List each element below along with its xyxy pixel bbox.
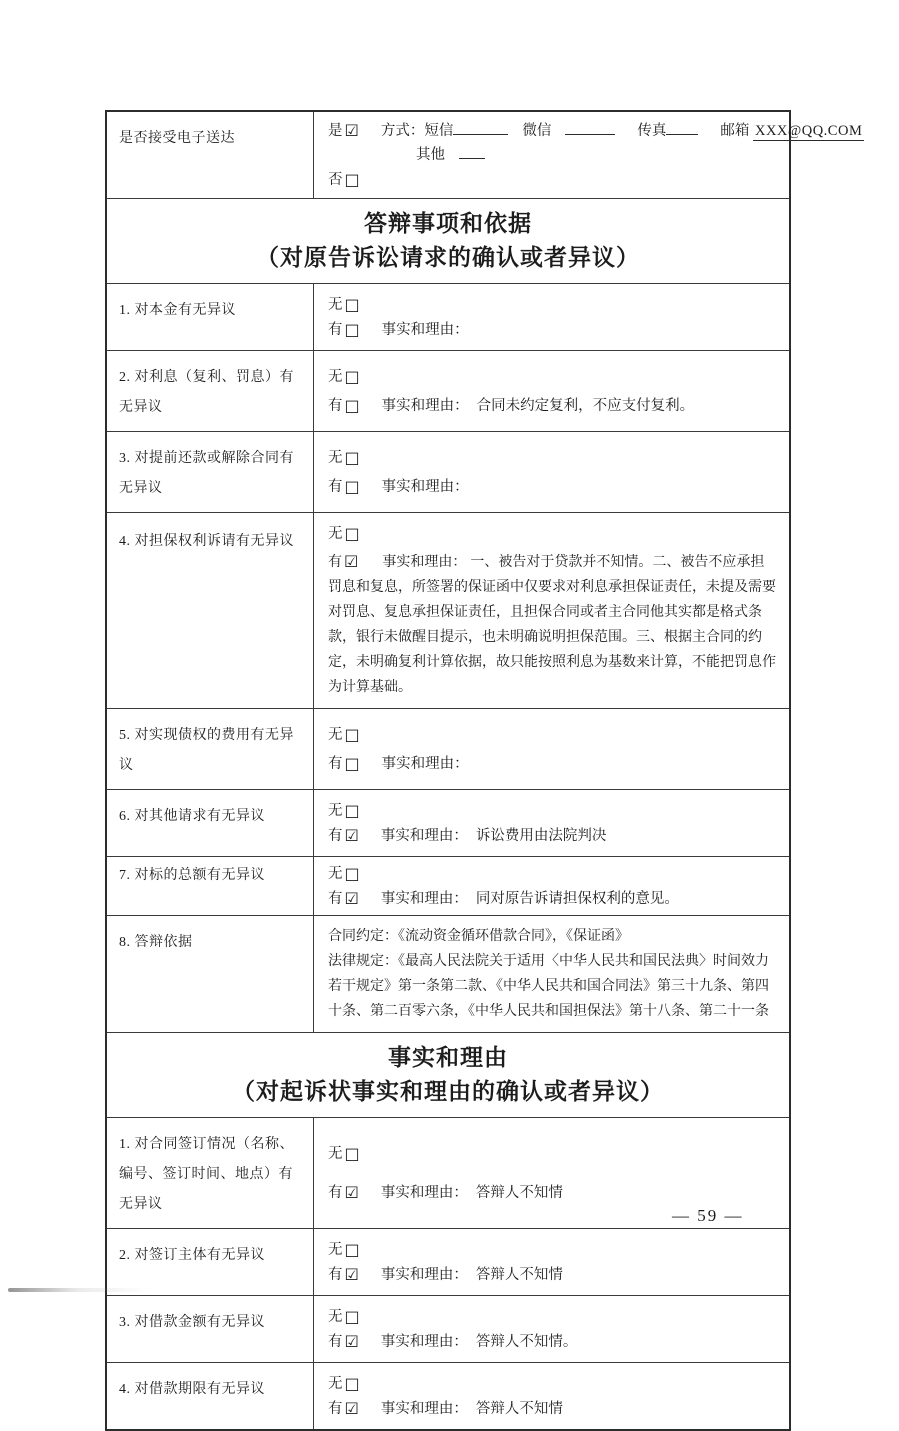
- reason-label: 事实和理由：: [380, 828, 468, 844]
- checkbox-unchecked-icon: □: [344, 170, 360, 189]
- reason-label: 事实和理由：: [380, 1267, 468, 1283]
- table-row-guarantee-rights: [107, 512, 789, 708]
- reason-label: 事实和理由：: [380, 891, 468, 907]
- row-label: 4. 对借款期限有无异议: [107, 1363, 314, 1429]
- answer-form-table: [105, 110, 863, 1431]
- has-objection-label: 有: [328, 756, 343, 773]
- section2-subtitle: （对起诉状事实和理由的确认或者异议）: [232, 1079, 664, 1104]
- has-objection-label: 有: [328, 479, 343, 496]
- email-value: XXX@QQ.COM: [754, 123, 863, 139]
- checkbox-checked-icon: ☑: [344, 1399, 359, 1418]
- no-objection-label: 无: [328, 449, 343, 466]
- checkbox-checked-icon: ☑: [344, 1183, 359, 1203]
- fax-blank-underline: [666, 121, 698, 135]
- reason-label: 事实和理由：: [380, 1185, 468, 1202]
- checkbox-checked-icon: ☑: [344, 826, 359, 845]
- reason-text: 诉讼费用由法院判决: [475, 828, 607, 844]
- checkbox-unchecked-icon: □: [344, 864, 360, 883]
- no-objection-label: 无: [328, 526, 343, 542]
- has-objection-label: 有: [328, 1267, 343, 1283]
- checkbox-checked-icon: ☑: [344, 1332, 359, 1351]
- table-row-principal: [107, 283, 789, 350]
- email-label: 邮箱: [720, 123, 750, 139]
- reason-label: 事实和理由：: [381, 398, 469, 415]
- no-objection-label: 无: [328, 1376, 343, 1392]
- reason-label: 事实和理由：: [381, 756, 469, 773]
- table-row-electronic-service: [107, 112, 863, 198]
- checkbox-unchecked-icon: □: [344, 1307, 360, 1326]
- no-objection-label: 无: [328, 866, 343, 882]
- has-objection-label: 有: [328, 891, 343, 907]
- fax-label: 传真: [637, 123, 667, 139]
- checkbox-unchecked-icon: □: [344, 1240, 360, 1259]
- checkbox-checked-icon: ☑: [344, 121, 359, 140]
- row-label: 2. 对利息（复利、罚息）有无异议: [107, 351, 314, 431]
- no-objection-label: 无: [328, 1242, 343, 1258]
- checkbox-unchecked-icon: □: [344, 366, 360, 386]
- checkbox-unchecked-icon: □: [344, 1143, 360, 1163]
- reason-text: 答辩人不知情: [475, 1185, 563, 1202]
- page-number: — 59 —: [672, 1206, 744, 1225]
- section1-subtitle: （对原告诉讼请求的确认或者异议）: [256, 245, 640, 270]
- table-row-signing-parties: [107, 1228, 789, 1295]
- has-objection-label: 有: [328, 555, 342, 570]
- no-objection-label: 无: [328, 297, 343, 313]
- row-label: 6. 对其他请求有无异议: [107, 790, 314, 856]
- reason-text: 一、被告对于贷款并不知情。二、被告不应承担罚息和复息，所签署的保证函中仅要求对利息承担保证责任，未提及需要对罚息、复息承担保证责任，且担保合同或者主合同他其实都是格式条款，银行未做醒目提示，也未明确说明担保范围。三、根据主合同的约定，未明确复利计算依据，故只能按照利息为基数来计算，不能把罚息作为计算基础。: [328, 555, 776, 695]
- no-objection-label: 无: [328, 1145, 343, 1162]
- reason-label: 事实和理由：: [381, 479, 469, 496]
- no-objection-label: 无: [328, 803, 343, 819]
- no-objection-label: 无: [328, 1309, 343, 1325]
- other-label: 其他: [416, 147, 445, 163]
- checkbox-unchecked-icon: □: [344, 1374, 360, 1393]
- checkbox-checked-icon: ☑: [344, 1265, 359, 1284]
- no-objection-label: 无: [328, 368, 343, 385]
- reason-text: 合同未约定复利，不应支付复利。: [476, 398, 695, 415]
- service-other-line: [416, 143, 864, 167]
- table-row-defense-basis: [107, 915, 789, 1032]
- section1-header: [107, 198, 789, 283]
- checkbox-unchecked-icon: □: [344, 295, 360, 314]
- row-label: 5. 对实现债权的费用有无异议: [107, 709, 314, 789]
- has-objection-label: 有: [328, 322, 343, 338]
- contract-basis-text: 合同约定：《流动资金循环借款合同》，《保证函》: [328, 929, 629, 944]
- row-label: 1. 对本金有无异议: [107, 284, 314, 350]
- reason-label: 事实和理由：: [380, 1334, 468, 1350]
- table-row-early-repayment: [107, 431, 789, 512]
- sms-blank-underline: [453, 121, 508, 135]
- reason-label: 事实和理由：: [382, 555, 467, 570]
- checkbox-unchecked-icon: □: [344, 447, 360, 467]
- wechat-label: 微信: [522, 123, 552, 139]
- wechat-blank-underline: [565, 121, 615, 135]
- reason-label: 事实和理由：: [380, 1401, 468, 1417]
- row-label: 3. 对借款金额有无异议: [107, 1296, 314, 1362]
- checkbox-unchecked-icon: □: [344, 396, 360, 416]
- reason-text: 答辩人不知情。: [475, 1334, 578, 1350]
- section2-header: [107, 1032, 789, 1117]
- yes-label: 是: [328, 123, 343, 139]
- section2-title: 事实和理由: [388, 1045, 508, 1070]
- service-yes-line: [328, 118, 864, 143]
- row-label: 8. 答辩依据: [107, 916, 314, 1032]
- checkbox-unchecked-icon: □: [344, 801, 360, 820]
- other-blank-underline: [459, 145, 485, 159]
- table-row-realization-costs: [107, 708, 789, 789]
- has-objection-label: 有: [328, 1185, 343, 1202]
- row-label: 3. 对提前还款或解除合同有无异议: [107, 432, 314, 512]
- no-objection-label: 无: [328, 726, 343, 743]
- row-label: 1. 对合同签订情况（名称、编号、签订时间、地点）有无异议: [107, 1118, 314, 1228]
- table-row-loan-term: [107, 1362, 789, 1429]
- has-objection-label: 有: [328, 398, 343, 415]
- reason-text: 答辩人不知情: [475, 1267, 563, 1283]
- table-row-loan-amount: [107, 1295, 789, 1362]
- checkbox-checked-icon: ☑: [344, 889, 359, 908]
- row-label: 7. 对标的总额有无异议: [107, 857, 314, 915]
- electronic-service-cell: [314, 112, 876, 198]
- row-label: 2. 对签订主体有无异议: [107, 1229, 314, 1295]
- section1-title: 答辩事项和依据: [364, 211, 532, 236]
- row-label: 是否接受电子送达: [107, 112, 314, 198]
- sms-label: 短信: [424, 123, 454, 139]
- has-objection-label: 有: [328, 1334, 343, 1350]
- table-row-interest: [107, 350, 789, 431]
- scan-artifact: [8, 1288, 148, 1292]
- checkbox-checked-icon: ☑: [344, 552, 359, 571]
- method-label: 方式：: [380, 123, 425, 139]
- reason-text: 答辩人不知情: [475, 1401, 563, 1417]
- has-objection-label: 有: [328, 1401, 343, 1417]
- row-label: 4. 对担保权利诉请有无异议: [107, 513, 314, 708]
- no-label: 否: [328, 172, 343, 188]
- checkbox-unchecked-icon: □: [344, 754, 360, 774]
- reason-text: 同对原告诉请担保权利的意见。: [475, 891, 679, 907]
- has-objection-label: 有: [328, 828, 343, 844]
- checkbox-unchecked-icon: □: [344, 724, 360, 744]
- service-no-line: [328, 167, 864, 192]
- legal-basis-text: 法律规定：《最高人民法院关于适用〈中华人民共和国民法典〉时间效力若干规定》第一条第二款、《中华人民共和国合同法》第三十九条、第四十条、第二百零六条，《中华人民共和国担保法》第十八条、第二十一条: [328, 954, 769, 1019]
- table-row-total-amount: [107, 856, 789, 915]
- checkbox-unchecked-icon: □: [344, 320, 360, 339]
- table-row-other-claims: [107, 789, 789, 856]
- checkbox-unchecked-icon: □: [344, 524, 360, 543]
- checkbox-unchecked-icon: □: [344, 477, 360, 497]
- reason-label: 事实和理由：: [381, 322, 469, 338]
